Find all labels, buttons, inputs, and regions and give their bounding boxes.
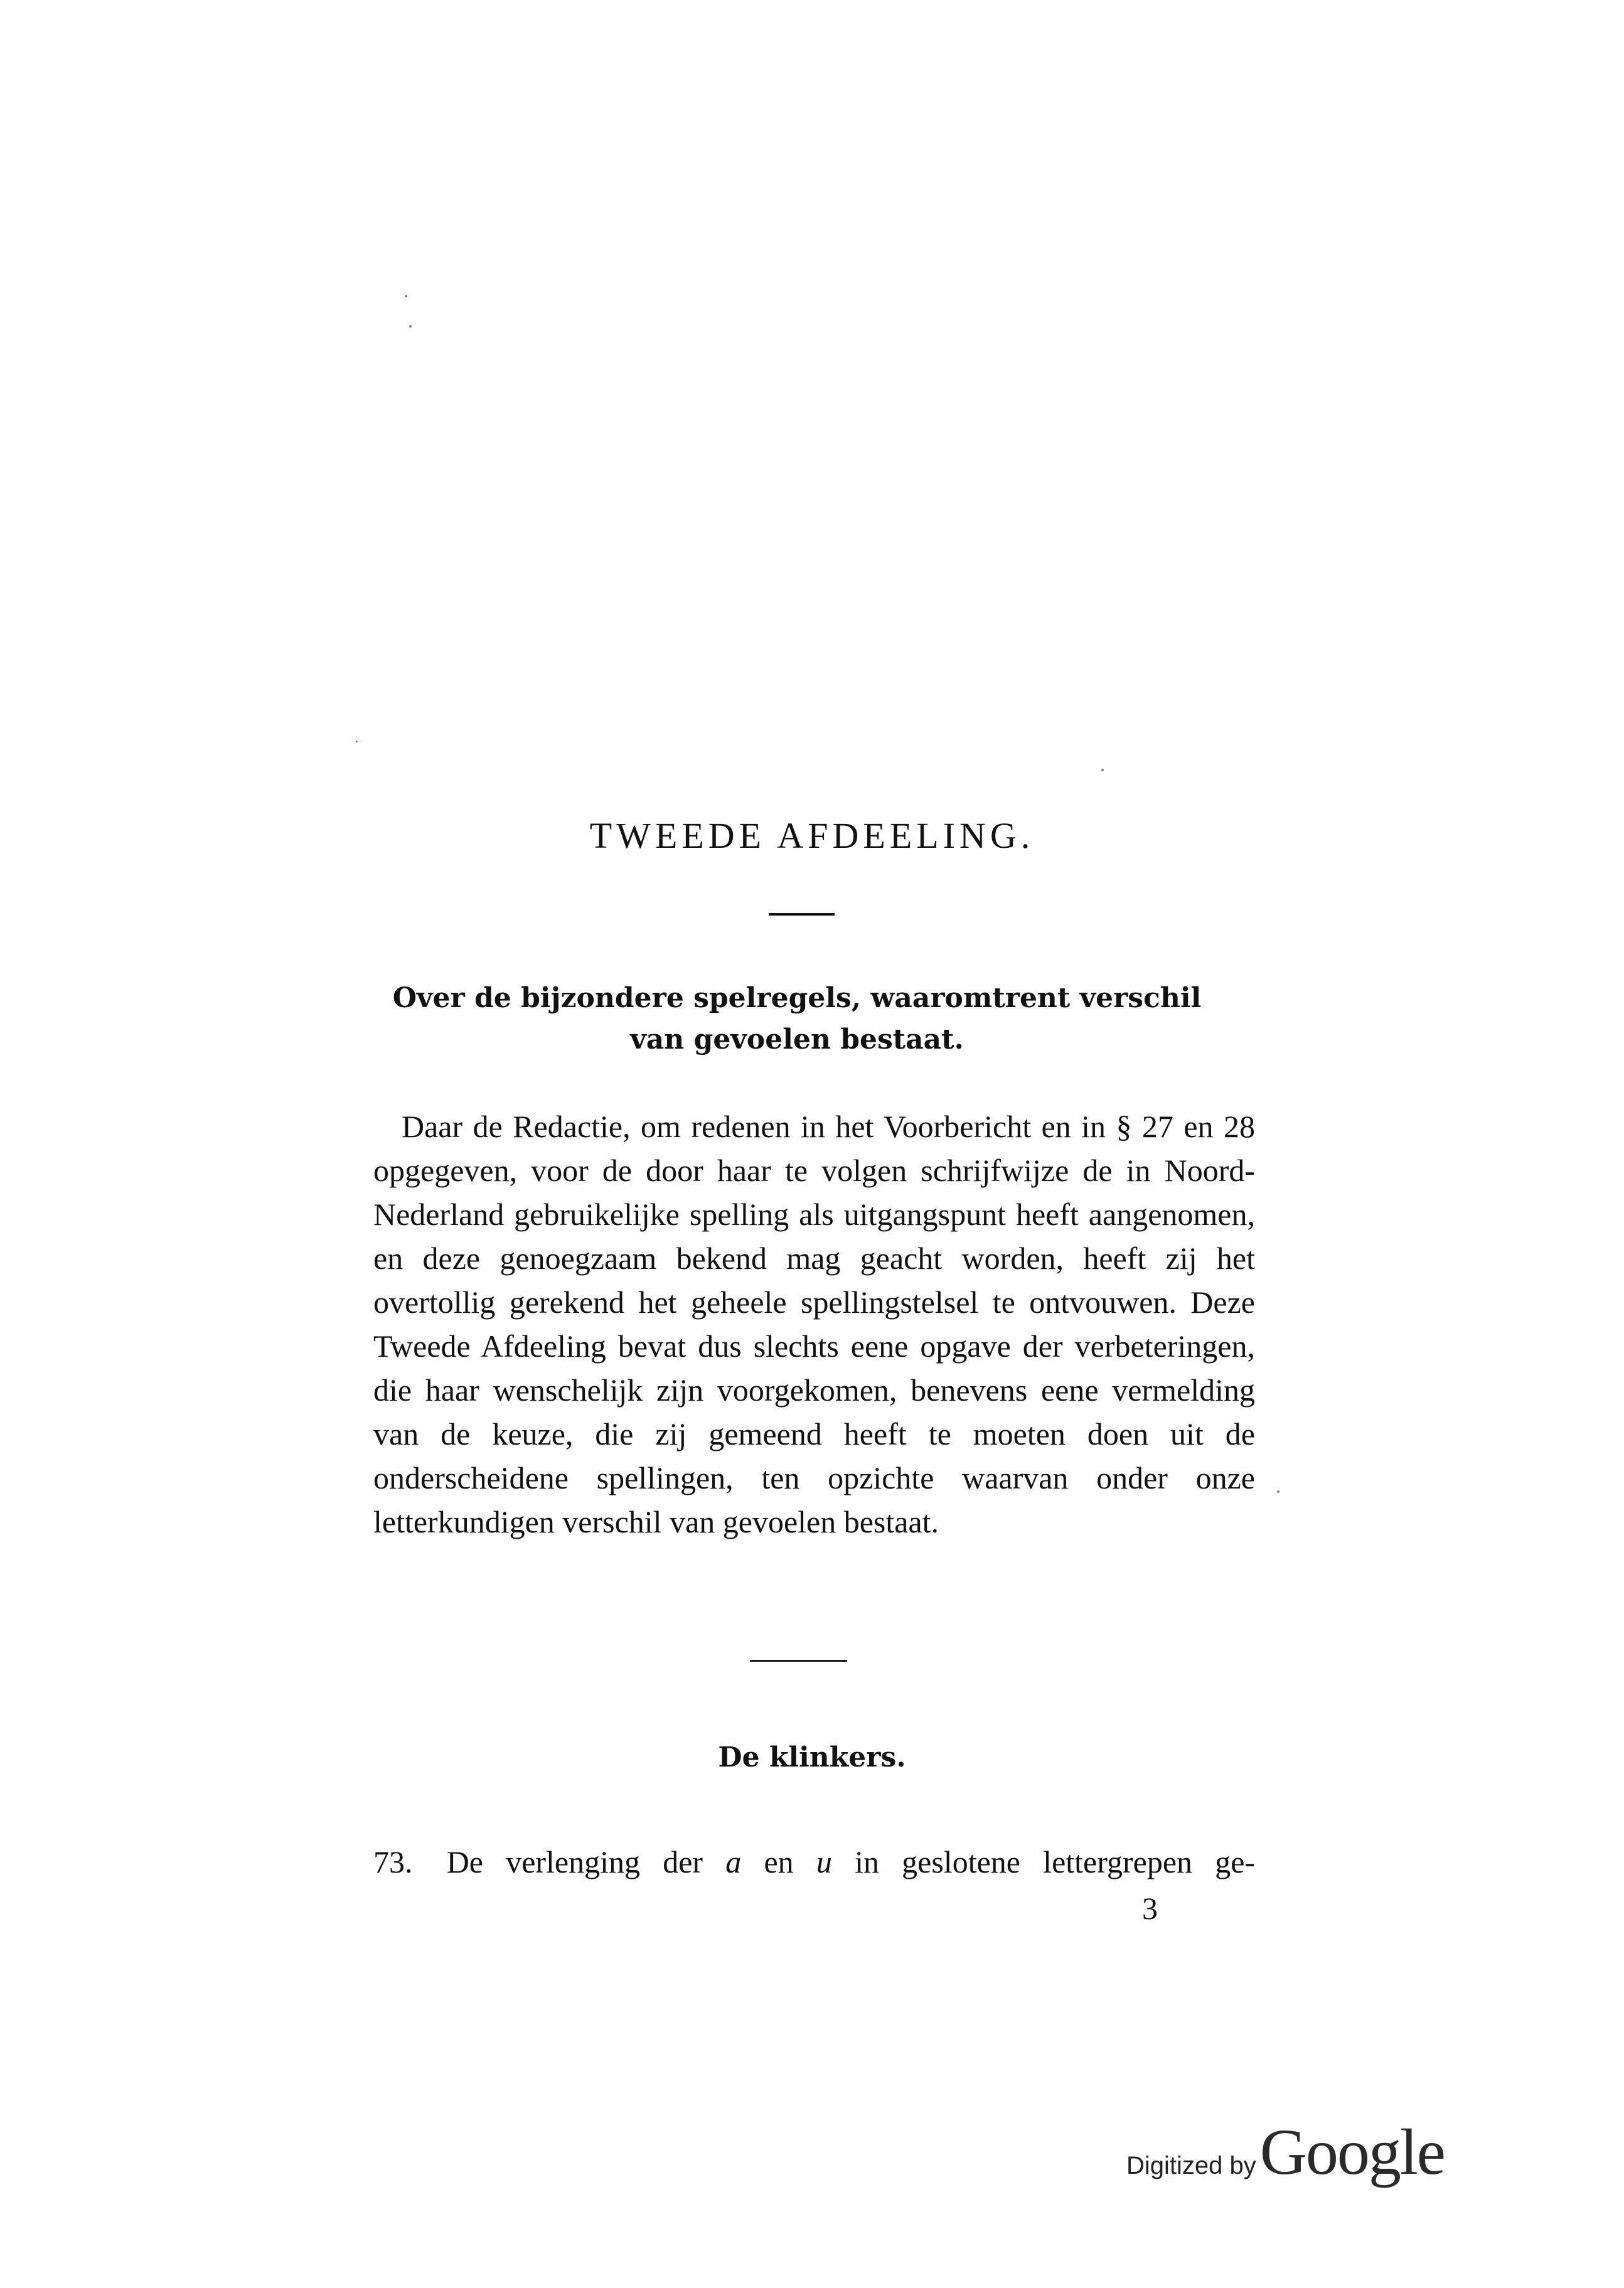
- scan-speck: [356, 740, 358, 742]
- item-letter-u: u: [816, 1844, 832, 1879]
- page-number: 3: [1142, 1891, 1158, 1926]
- section-heading: TWEEDE AFDEELING.: [589, 815, 1035, 856]
- item-73-line: [373, 1842, 1255, 1882]
- intro-paragraph: Daar de Redactie, om redenen in het Voorbericht en in § 27 en 28 opgegeven, voor de door haar te volgen schrijfwijze de in Noord-Nederland gebruikelijke spelling als uitgangspunt heeft aangenomen, en deze genoegzaam bekend mag geacht worden, heeft zij het overtollig gerekend het geheele spellingstelsel te ontvouwen. Deze Tweede Afdeeling bevat dus slechts eene opgave der verbeteringen, die haar wenschelijk zijn voorgekomen, benevens eene vermelding van de keuze, die zij gemeend heeft te moeten doen uit de onderscheidene spellingen, ten opzichte waarvan onder onze letterkundigen verschil van gevoelen bestaat.: [373, 1109, 1255, 1539]
- section-subtitle: [351, 978, 1242, 1061]
- item-text-after: in geslotene lettergrepen ge-: [855, 1844, 1256, 1879]
- digitized-label: Digitized by: [1126, 2152, 1256, 2179]
- digitized-by-google-watermark: [1126, 2115, 1445, 2189]
- scan-speck: [1101, 769, 1104, 771]
- scan-speck: [409, 325, 412, 328]
- scan-speck: [405, 295, 407, 297]
- item-text-before: De verlenging der: [446, 1844, 703, 1879]
- subtitle-line-2: van gevoelen bestaat.: [630, 1024, 964, 1056]
- item-letter-a: a: [725, 1844, 742, 1879]
- google-logo: Google: [1259, 2116, 1445, 2188]
- subtitle-line-1: Over de bijzondere spelregels, waaromtrent verschil: [392, 982, 1202, 1014]
- heading-divider: [769, 913, 835, 916]
- scan-speck: [1277, 1490, 1279, 1493]
- item-text-and: en: [764, 1844, 794, 1879]
- paragraph-divider: [750, 1660, 847, 1662]
- item-number: 73.: [373, 1844, 413, 1879]
- subsection-title: De klinkers.: [718, 1741, 906, 1773]
